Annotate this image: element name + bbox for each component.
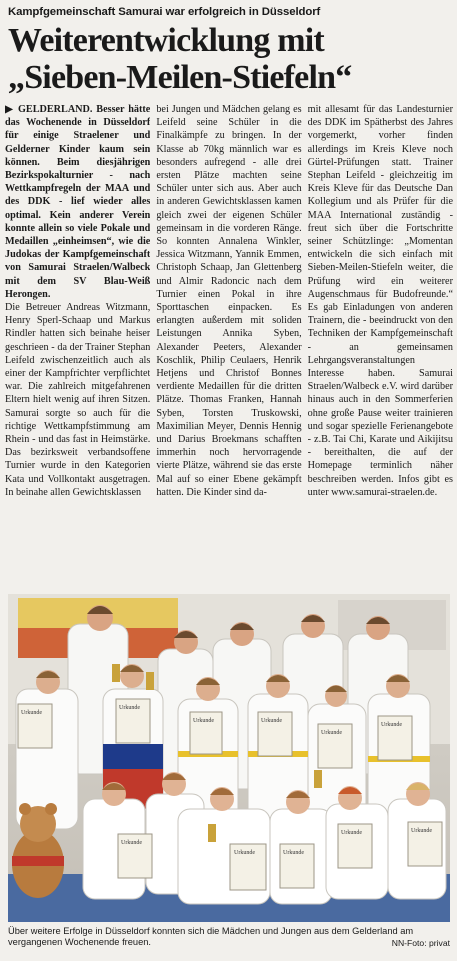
certificate-label-11: Urkunde xyxy=(411,828,432,834)
lead-text: Besser hätte das Wochenende in Düsseldorf für einige Straelener und Gelderner Kinder kaum sein können. Beim diesjährigen Bezirkspokalturnier - nach Wettkampfregeln der MAA und des DDK - lief wieder alles optimal. Kein anderer Verein konnte allein so viele Pokale und Medaillen „einheimsen“, wie die Judokas der Kampfgemeinschaft von Samurai Straelen/Walbeck mit dem SV Blau-Weiß Herongen. xyxy=(5,104,151,300)
certificate-label-4: Urkunde xyxy=(261,718,282,724)
headline-line-2: „Sieben-Meilen-Stiefeln“ xyxy=(8,59,352,96)
certificate-label-7: Urkunde xyxy=(121,840,142,846)
certificate-label-8: Urkunde xyxy=(234,850,255,856)
lead-paragraph xyxy=(5,103,150,301)
photo-caption: Über weitere Erfolge in Düsseldorf konnten sich die Mädchen und Jungen aus dem Gelderland am vergangenen Wochenende freuen. xyxy=(8,926,414,948)
team-photo-illustration xyxy=(8,594,450,922)
headline-line-1: Weiterentwicklung mit xyxy=(8,22,324,59)
certificate-label-6: Urkunde xyxy=(381,722,402,728)
article-headline xyxy=(8,22,452,96)
team-photo xyxy=(8,594,450,922)
certificate-label-1: Urkunde xyxy=(21,710,42,716)
article-body xyxy=(5,103,453,583)
article-column-1 xyxy=(5,103,150,583)
paragraph-3: mit allesamt für das Landesturnier des DDK im Spätherbst des Jahres vorgemerkt, vorher finden allerdings im Kreis Kleve noch Gürtel-Prüfungen statt. Trainer Stephan Leifeld - gleichzeitig im Kreis Kleve für das Deutsche Dan Kollegium und als Prüfer für die MAA International zuständig - freut sich über die Fortschritte seiner Schützlinge: „Momentan entwickeln die sich einfach mit Sieben-Meilen-Stiefeln weiter, die Prüfung wird ein weiterer Augenschmaus für Budofreunde.“ Es gab Einladungen von anderen Trainern, die - beeindruckt von den Techniken der Kampfgemeinschaft - an gemeinsamen Lehrgangsveranstaltungen Interesse haben. Samurai Straelen/Walbeck e.V. wird darüber hinaus auch in den Sommerferien ohne große Pause weiter trainieren und sogar spezielle Ferienangebote - z.B. Tai Chi, Karate und Aikijitsu - bereithalten, die auf der Homepage terminlich näher beschreiben werden. Infos gibt es unter www.samurai-straelen.de. xyxy=(307,104,453,498)
certificate-label-10: Urkunde xyxy=(341,830,362,836)
certificate-label-9: Urkunde xyxy=(283,850,304,856)
paragraph-2: bei Jungen und Mädchen gelang es Leifeld seine Schüler in die Finalkämpfe zu bringen. In der Klasse ab 70kg männlich war es besonders aufregend - alle drei ersten Plätze machten seine Schüler unter sich aus. Aber auch in anderen Gewichtsklassen kamen gleich zwei der eigenen Schüler gemeinsam in die vorderen Ränge. So konnten Annalena Winkler, Jessica Witzmann, Yannik Emmen, Christoph Schaap, Jan Glettenberg und Almir Radoncic nach dem Turnier einen Pokal in ihre Sporttaschen einpacken. Es erlangten außerdem mit soliden Leistungen Annika Syben, Alexander Peeters, Alexander Koschlik, Philip Ceulaers, Henrik Hetjens und Christof Bonnes verdiente Medaillen für die dritten Plätze. Thomas Franken, Hannah Syben, Torsten Truskowski, Maximilian Meyer, Dennis Hennig und Darius Broekmans schafften immerhin noch hervorragende vierte Plätze, während sie das erste Mal auf so einer Ebene gekämpft hatten. Die Kinder sind da- xyxy=(156,104,302,498)
dateline: ▶ GELDERLAND. xyxy=(5,104,93,115)
certificate-label-2: Urkunde xyxy=(119,705,140,711)
article-column-2 xyxy=(156,103,301,583)
photo-credit: NN-Foto: privat xyxy=(391,938,450,948)
certificate-label-5: Urkunde xyxy=(321,730,342,736)
certificate-label-3: Urkunde xyxy=(193,718,214,724)
article-kicker: Kampfgemeinschaft Samurai war erfolgreich in Düsseldorf xyxy=(8,6,321,18)
paragraph-1: Die Betreuer Andreas Witzmann, Henry Sperl-Schaap und Markus Rindler hatten sich beinahe heiser geschrieen - da der Trainer Stephan Leifeld zwischenzeitlich auch als einer der Kampfrichter verpflichtet war. Die zahlreich mitgefahrenen Eltern hielt wenig auf ihren Sitzen. Samurai sorgte so auch für die richtige Wettkampfstimmung am Rhein - und das fast in Heimstärke. Das bezirksweit verbandsoffene Turnier wurde in den Kategorien Kata und Vollkontakt ausgetragen. In beinahe allen Gewichtsklassen xyxy=(5,302,151,498)
article-column-3 xyxy=(308,103,453,583)
